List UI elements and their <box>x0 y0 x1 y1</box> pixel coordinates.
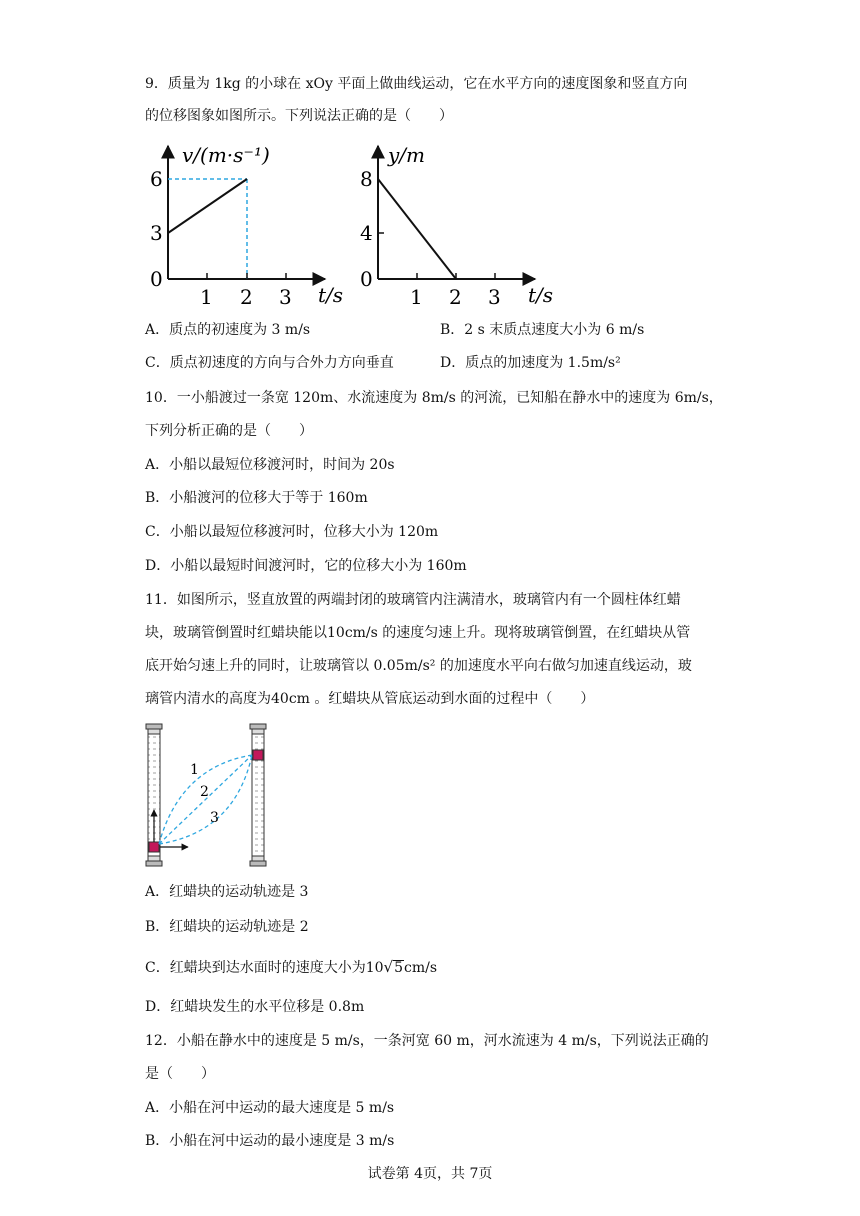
q9-option-b: B．2 s 末质点速度大小为 6 m/s <box>440 322 645 338</box>
v-graph-ytick-3: 3 <box>150 221 163 245</box>
q11-option-d: D．红蜡块发生的水平位移是 0.8m <box>145 999 365 1015</box>
v-graph-ytick-6: 6 <box>150 167 163 191</box>
y-graph-ylabel: y/m <box>388 143 426 167</box>
right-tube <box>250 724 266 866</box>
displacement-time-graph <box>352 138 562 310</box>
left-wax-block <box>149 842 159 852</box>
page-footer: 试卷第 4页，共 7页 <box>367 1166 493 1182</box>
q11-option-c-coef: 10 <box>365 960 384 976</box>
y-graph-xtick-1: 1 <box>410 285 423 309</box>
q12-option-b: B．小船在河中运动的最小速度是 3 m/s <box>145 1133 395 1149</box>
v-graph-xlabel: t/s <box>318 283 344 307</box>
trajectory-label-2: 2 <box>200 784 209 800</box>
q12-option-a: A．小船在河中运动的最大速度是 5 m/s <box>145 1100 395 1116</box>
q9-option-a: A．质点的初速度为 3 m/s <box>145 322 311 338</box>
v-graph-ylabel: v/(m·s⁻¹) <box>182 143 270 167</box>
v-graph-xtick-1: 1 <box>200 285 213 309</box>
trajectory-label-1: 1 <box>190 762 199 778</box>
q12-stem-line2: 是（ ） <box>145 1066 215 1082</box>
q10-option-c: C．小船以最短位移渡河时，位移大小为 120m <box>145 524 439 540</box>
q9-stem-line2: 的位移图象如图所示。下列说法正确的是（ ） <box>145 108 453 124</box>
q10-stem-line1: 10．一小船渡过一条宽 120m、水流速度为 8m/s 的河流，已知船在静水中的速度为 6m/s， <box>145 390 723 406</box>
y-graph-ytick-4: 4 <box>360 221 373 245</box>
y-graph-xtick-3: 3 <box>488 285 501 309</box>
q10-option-d: D．小船以最短时间渡河时，它的位移大小为 160m <box>145 558 467 574</box>
velocity-time-graph <box>140 138 355 310</box>
y-graph-xlabel: t/s <box>528 283 554 307</box>
y-graph-line <box>378 179 456 279</box>
q9-stem-line1: 9．质量为 1kg 的小球在 xOy 平面上做曲线运动，它在水平方向的速度图象和竖直方向 <box>145 76 688 92</box>
y-graph-xtick-2: 2 <box>449 285 462 309</box>
q10-option-a: A．小船以最短位移渡河时，时间为 20s <box>145 457 395 473</box>
q9-option-d: D．质点的加速度为 1.5m/s² <box>440 355 621 371</box>
q11-stem-line3: 底开始匀速上升的同时，让玻璃管以 0.05m/s² 的加速度水平向右做匀加速直线运动，玻 <box>145 658 692 674</box>
q11-option-c-radicand: 5 <box>394 960 404 976</box>
left-tube <box>146 724 162 866</box>
q9-option-c: C．质点初速度的方向与合外力方向垂直 <box>145 355 394 371</box>
right-wax-block <box>253 750 263 760</box>
y-graph-origin: 0 <box>360 267 373 291</box>
q11-stem-line1: 11．如图所示，竖直放置的两端封闭的玻璃管内注满清水，玻璃管内有一个圆柱体红蜡 <box>145 592 681 608</box>
v-graph-xtick-3: 3 <box>279 285 292 309</box>
q11-option-c-unit: cm/s <box>404 960 438 976</box>
v-graph-origin: 0 <box>150 267 163 291</box>
q11-stem-line4: 璃管内清水的高度为40cm 。红蜡块从管底运动到水面的过程中（ ） <box>145 691 595 707</box>
v-graph-xtick-2: 2 <box>240 285 253 309</box>
y-graph-ytick-8: 8 <box>360 167 373 191</box>
q11-option-c: C．红蜡块到达水面时的速度大小为10√5cm/s <box>145 958 438 976</box>
glass-tube-figure <box>140 722 275 870</box>
q11-option-c-text: C．红蜡块到达水面时的速度大小为 <box>145 960 366 976</box>
q12-stem-line1: 12．小船在静水中的速度是 5 m/s，一条河宽 60 m，河水流速为 4 m/s，下列说法正确的 <box>145 1033 709 1049</box>
trajectory-label-3: 3 <box>210 810 219 826</box>
q10-option-b: B．小船渡河的位移大于等于 160m <box>145 490 368 506</box>
q11-stem-line2: 块，玻璃管倒置时红蜡块能以10cm/s 的速度匀速上升。现将玻璃管倒置，在红蜡块从管 <box>145 625 691 641</box>
q11-option-b: B．红蜡块的运动轨迹是 2 <box>145 919 309 935</box>
q11-option-a: A．红蜡块的运动轨迹是 3 <box>145 884 309 900</box>
v-graph-line <box>168 179 247 233</box>
q10-stem-line2: 下列分析正确的是（ ） <box>145 423 313 439</box>
